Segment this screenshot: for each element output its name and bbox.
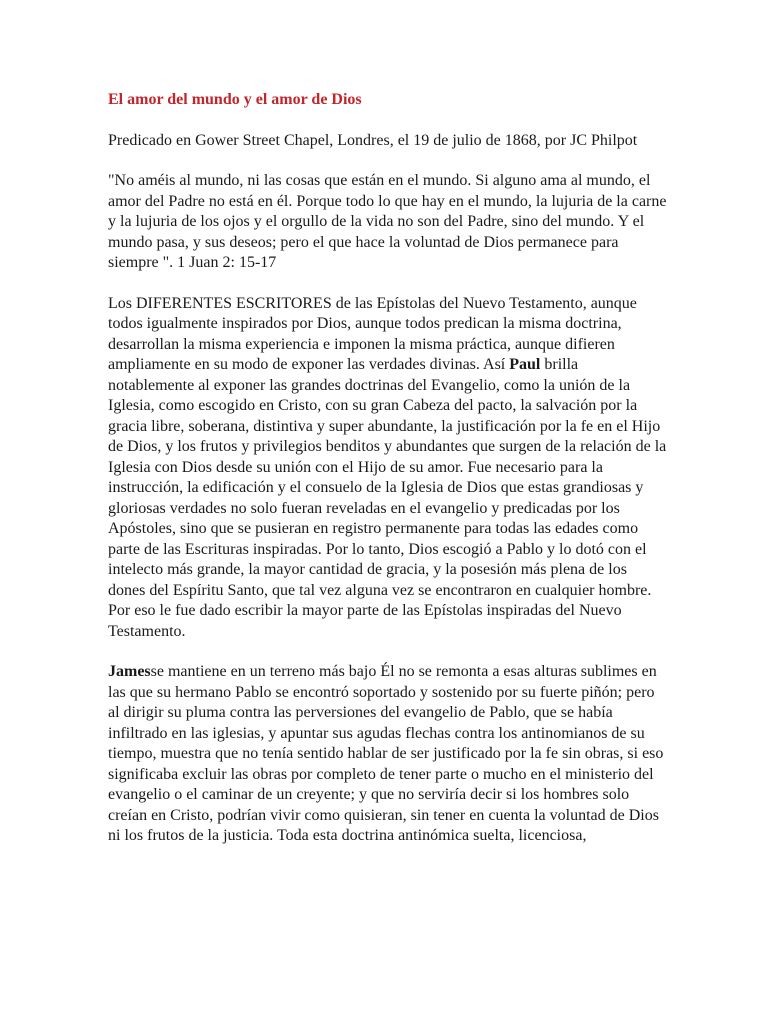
- bold-name-james: James: [108, 663, 151, 680]
- paragraph-text: Los DIFERENTES ESCRITORES de las Epístolas del Nuevo Testamento, aunque todos igualmente inspirados por Dios, aunque todos predican la misma doctrina, desarrollan la misma experiencia e imponen la misma práctica, aunque difieren ampliamente en su modo de exponer las verdades divinas. Así: [108, 294, 637, 373]
- subtitle-paragraph: Predicado en Gower Street Chapel, Londres, el 19 de julio de 1868, por JC Philpot: [108, 131, 638, 149]
- scripture-quote-paragraph: "No améis al mundo, ni las cosas que están en el mundo. Si alguno ama al mundo, el amor del Padre no está en él. Porque todo lo que hay en el mundo, la lujuria de la carne y la lujuria de los ojos y el orgullo de la vida no son del Padre, sino del mundo. Y el mundo pasa, y sus deseos; pero el que hace la voluntad de Dios permanece para siempre ". 1 Juan 2: 15-17: [108, 172, 667, 271]
- paragraph-text: se mantiene en un terreno más bajo Él no se remonta a esas alturas sublimes en las que su hermano Pablo se encontró soportado y sostenido por su fuerte piñón; pero al dirigir su pluma contra las perversiones del evangelio de Pablo, que se había infiltrado en las iglesias, y apuntar sus agudas flechas contra los antinomianos de su tiempo, muestra que no tenía sentido hablar de ser justificado por la fe sin obras, si eso significaba excluir las obras por completo de tener parte o mucho en el ministerio del evangelio o el caminar de un creyente; y que no serviría decir si los hombres solo creían en Cristo, podrían vivir como quisieran, sin tener en cuenta la voluntad de Dios ni los frutos de la justicia. Toda esta doctrina antinómica suelta, licenciosa,: [108, 663, 664, 844]
- body-paragraph-2: [108, 662, 668, 847]
- bold-name-paul: Paul: [509, 356, 541, 373]
- paragraph-text: brilla notablemente al exponer las grandes doctrinas del Evangelio, como la unión de la Iglesia, como escogido en Cristo, con su gran Cabeza del pacto, la salvación por la gracia libre, soberana, distintiva y super abundante, la justificación por la fe en el Hijo de Dios, y los frutos y privilegios benditos y abundantes que surgen de la relación de la Iglesia con Dios desde su unión con el Hijo de su amor. Fue necesario para la instrucción, la edificación y el consuelo de la Iglesia de Dios que estas grandiosas y gloriosas verdades no solo fueran reveladas en el evangelio y predicadas por los Apóstoles, sino que se pusieran en registro permanente para todas las edades como parte de las Escrituras inspiradas. Por lo tanto, Dios escogió a Pablo y lo dotó con el intelecto más grande, la mayor cantidad de gracia, y la posesión más plena de los dones del Espíritu Santo, que tal vez alguna vez se encontraron en cualquier hombre. Por eso le fue dado escribir la mayor parte de las Epístolas inspiradas del Nuevo Testamento.: [108, 356, 667, 640]
- document-title: El amor del mundo y el amor de Dios: [108, 91, 362, 108]
- body-paragraph-1: [108, 294, 668, 643]
- document-page: [108, 90, 668, 867]
